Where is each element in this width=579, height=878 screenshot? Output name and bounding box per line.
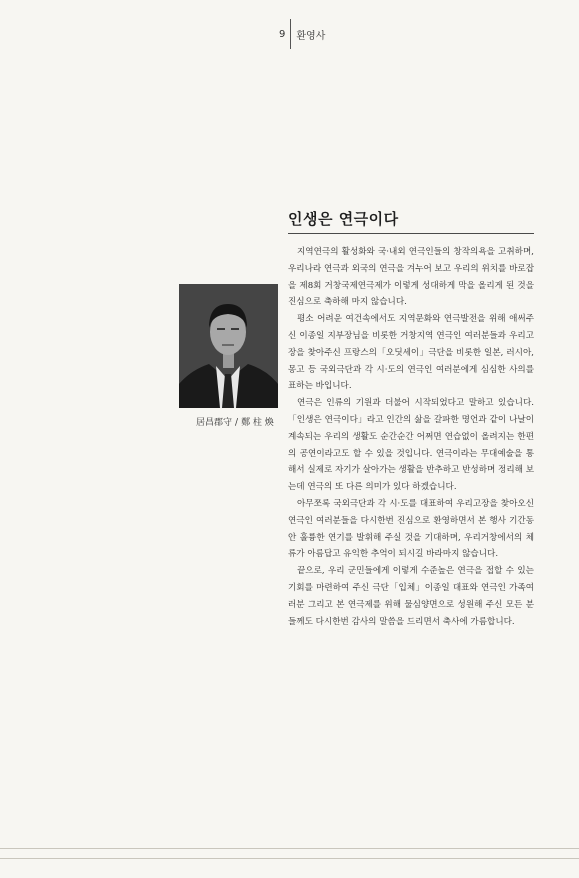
page-edge-line bbox=[0, 848, 579, 849]
paragraph: 지역연극의 활성화와 국·내외 연극인들의 창작의욕을 고취하며, 우리나라 연극과 외국의 연극을 겨누어 보고 우리의 위치를 바로잡을 제8회 거창국제연극제가 이렇게 성대하게 막을 올리게 된 것을 진심으로 축하해 마지 않습니다. bbox=[288, 247, 534, 308]
page-edge-line bbox=[0, 858, 579, 859]
paragraph: 아무쪼록 국외극단과 각 시·도를 대표하여 우리고장을 찾아오신 연극인 여러분들을 다시한번 진심으로 환영하면서 본 행사 기간동안 훌륭한 연기를 발휘해 주실 것을 기대하며, 우리거창에서의 체류가 아름답고 유익한 추억이 되시길 바라마지 않습니다. bbox=[288, 498, 534, 560]
caption-title: 居昌郡守 bbox=[196, 418, 233, 428]
header-divider bbox=[290, 19, 291, 49]
section-title: 환영사 bbox=[296, 30, 326, 42]
paragraph: 끝으로, 우리 군민들에게 이렇게 수준높은 연극을 접할 수 있는 기회를 마련하여 주신 극단「입체」이종일 대표와 연극인 가족여러분 그리고 본 연극제를 위해 물심양면으로 성원해 주신 모든 분들께도 다시한번 감사의 말씀을 드리면서 축사에 가름합니다. bbox=[288, 566, 534, 627]
caption-separator: / bbox=[235, 418, 239, 428]
title-underline bbox=[288, 233, 534, 234]
article-title: 인생은 연극이다 bbox=[288, 210, 399, 228]
page-number: 9 bbox=[279, 28, 286, 40]
paragraph: 평소 어려운 여건속에서도 지역문화와 연극발전을 위해 애써주신 이종일 지부장님을 비롯한 거창지역 연극인 여러분들과 우리고장을 찾아주신 프랑스의「오딧세이」극단을 비롯한 일본, 러시아, 몽고 등 국외극단과 각 시·도의 연극인 여러분에게 심심한 사의를 표하는 바입니다. bbox=[288, 314, 534, 392]
author-photo bbox=[179, 284, 278, 408]
caption-name: 鄭 柱 煥 bbox=[241, 418, 274, 428]
portrait-image bbox=[179, 284, 278, 408]
photo-caption bbox=[196, 415, 274, 428]
paragraph: 연극은 인류의 기원과 더불어 시작되었다고 말하고 있습니다.「인생은 연극이다」라고 인간의 삶을 갈파한 명언과 같이 나날이 계속되는 우리의 생활도 순간순간 어쩌면 연습없이 올려지는 한편의 공연이라고도 할 수 있을 것입니다. 연극이라는 무대예술을 통해서 실제로 자기가 살아가는 생활을 반추하고 반성하며 정리해 보는데 연극의 또 다른 의미가 있다 하겠습니다. bbox=[288, 398, 534, 493]
page-header bbox=[279, 18, 325, 50]
article-body bbox=[288, 244, 534, 630]
